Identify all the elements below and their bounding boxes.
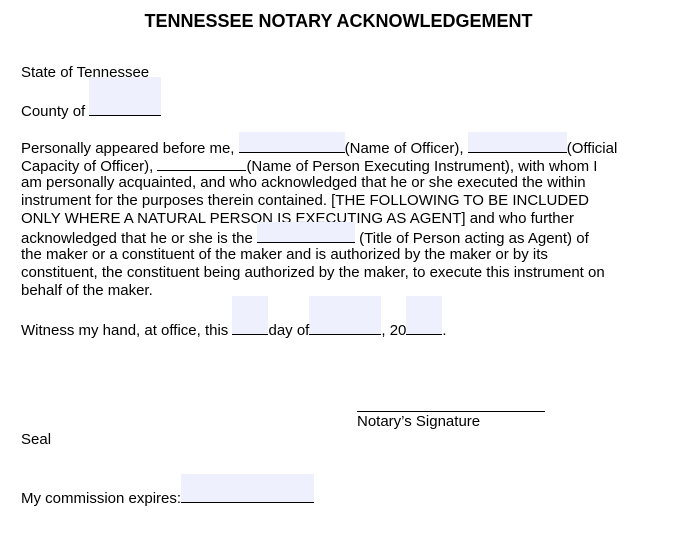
- county-line: [21, 101, 161, 121]
- para-line-9: behalf of the maker.: [21, 282, 153, 299]
- text: Personally appeared before me,: [21, 140, 239, 157]
- para-line-6: [21, 228, 589, 248]
- signature-line[interactable]: [357, 411, 545, 412]
- agent-title-field[interactable]: [257, 228, 355, 243]
- text: (Title of Person acting as Agent) of: [355, 230, 589, 247]
- para-line-1: [21, 138, 617, 158]
- para-line-2: [21, 156, 597, 176]
- commission-label: My commission expires:: [21, 490, 182, 507]
- commission-line: [21, 488, 314, 508]
- para-line-8: constituent, the constituent being authorized by the maker, to execute this instrument on: [21, 264, 605, 281]
- signature-label: Notary’s Signature: [357, 413, 481, 430]
- text: Witness my hand, at office, this: [21, 322, 233, 339]
- seal-label: Seal: [21, 431, 52, 448]
- para-line-5: ONLY WHERE A NATURAL PERSON IS EXECUTING AS AGENT] and who further: [21, 210, 574, 227]
- para-line-4: instrument for the purposes therein contained. [THE FOLLOWING TO BE INCLUDED: [21, 192, 590, 209]
- day-field[interactable]: [232, 320, 268, 335]
- text: , 20: [381, 322, 407, 339]
- state-label: State of Tennessee: [21, 64, 150, 81]
- county-field[interactable]: [89, 101, 161, 116]
- text: (Name of Officer),: [344, 140, 468, 157]
- witness-line: [21, 320, 447, 340]
- page-title: TENNESSEE NOTARY ACKNOWLEDGEMENT: [144, 11, 533, 31]
- para-line-7: the maker or a constituent of the maker and is authorized by the maker or by its: [21, 246, 548, 263]
- commission-expires-field[interactable]: [181, 488, 314, 503]
- person-executing-field[interactable]: [157, 156, 246, 171]
- text: day of: [268, 322, 310, 339]
- text: .: [442, 322, 447, 339]
- officer-name-field[interactable]: [239, 138, 345, 153]
- year-field[interactable]: [406, 320, 442, 335]
- month-field[interactable]: [309, 320, 381, 335]
- text: (Name of Person Executing Instrument), with whom I: [246, 158, 598, 175]
- county-label: County of: [21, 103, 86, 120]
- officer-capacity-field[interactable]: [468, 138, 567, 153]
- para-line-3: am personally acquainted, and who acknowledged that he or she executed the within: [21, 174, 586, 191]
- text: (Official: [566, 140, 618, 157]
- text: acknowledged that he or she is the: [21, 230, 257, 247]
- text: Capacity of Officer),: [21, 158, 158, 175]
